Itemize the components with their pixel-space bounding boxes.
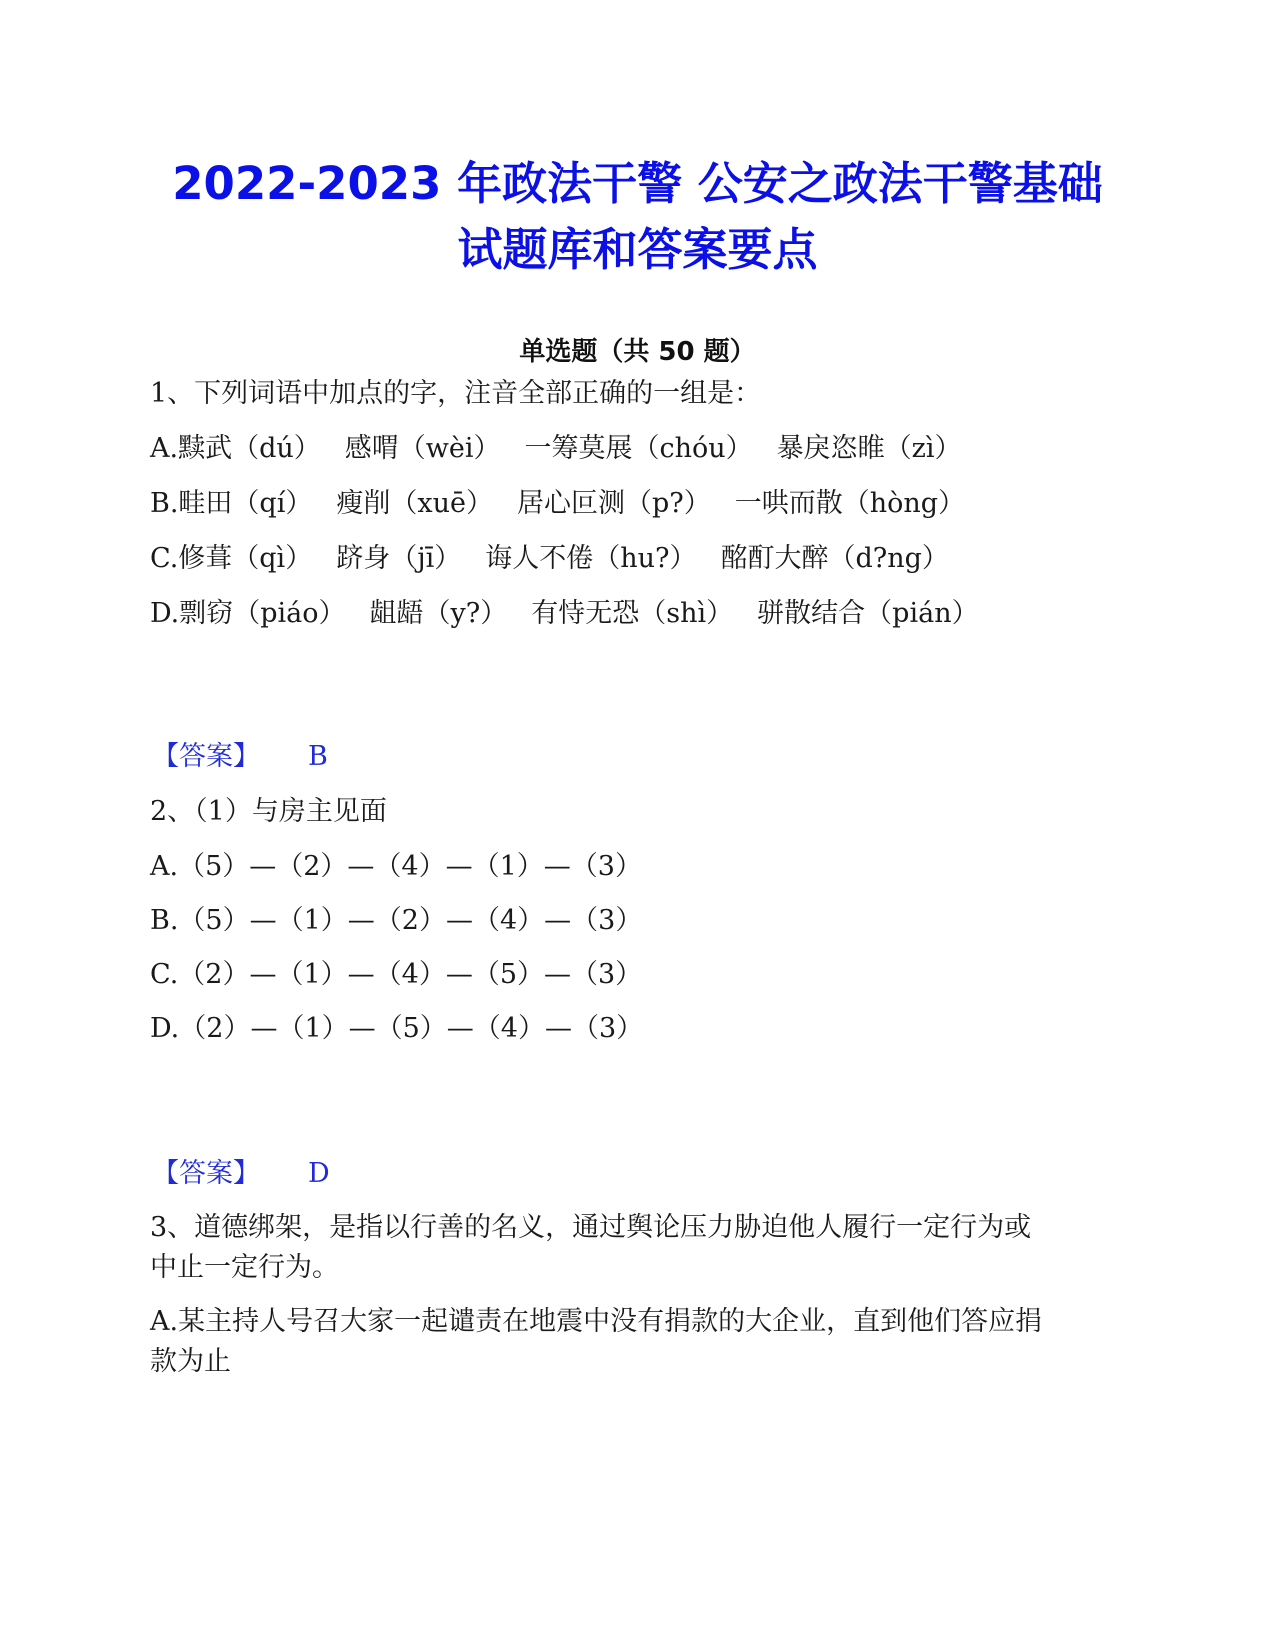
question-1-answer — [152, 738, 328, 776]
option-term: 暴戾恣睢（zì） — [776, 433, 962, 464]
option-term: 酩酊大醉（d?ng） — [720, 543, 949, 574]
question-2-option-b: B.（5）—（1）—（2）—（4）—（3） — [150, 905, 643, 936]
question-1-option-d — [150, 595, 979, 633]
section-heading: 单选题（共 50 题） — [519, 337, 756, 367]
answer-label: 【答案】 — [152, 741, 260, 772]
option-term: C.修葺（qì） — [150, 543, 313, 574]
option-term: 诲人不倦（hu?） — [485, 543, 697, 574]
question-3-stem-line-1: 3、道德绑架，是指以行善的名义，通过舆论压力胁迫他人履行一定行为或 — [150, 1212, 1032, 1243]
option-term: 骈散结合（pián） — [757, 598, 979, 629]
answer-value: B — [308, 741, 328, 772]
answer-value: D — [308, 1158, 330, 1189]
question-1-option-b — [150, 485, 965, 523]
option-term: 一筹莫展（chóu） — [524, 433, 753, 464]
option-term: B.畦田（qí） — [150, 488, 313, 519]
question-2-answer — [152, 1155, 330, 1193]
question-3-option-a-line-1: A.某主持人号召大家一起谴责在地震中没有捐款的大企业，直到他们答应捐 — [150, 1306, 1043, 1337]
question-3-option-a-line-2: 款为止 — [150, 1346, 231, 1377]
option-term: 瘦削（xuē） — [336, 488, 493, 519]
question-2-option-d: D.（2）—（1）—（5）—（4）—（3） — [150, 1013, 644, 1044]
question-2-option-a: A.（5）—（2）—（4）—（1）—（3） — [150, 851, 642, 882]
answer-label: 【答案】 — [152, 1158, 260, 1189]
question-1-stem: 1、下列词语中加点的字，注音全部正确的一组是： — [150, 378, 762, 409]
question-2-stem: 2、（1）与房主见面 — [150, 796, 387, 827]
document-title-line-2: 试题库和答案要点 — [457, 223, 818, 276]
question-1-option-a — [150, 430, 962, 468]
option-term: 龃龉（y?） — [369, 598, 508, 629]
option-term: D.剽窃（piáo） — [150, 598, 346, 629]
option-term: 感喟（wèi） — [344, 433, 501, 464]
question-3-stem-line-2: 中止一定行为。 — [150, 1252, 339, 1283]
question-2-option-c: C.（2）—（1）—（4）—（5）—（3） — [150, 959, 643, 990]
question-1-option-c — [150, 540, 949, 578]
document-title-line-1: 2022-2023 年政法干警 公安之政法干警基础 — [172, 157, 1103, 210]
option-term: 跻身（jī） — [336, 543, 462, 574]
option-term: 居心叵测（p?） — [516, 488, 711, 519]
option-term: 一哄而散（hòng） — [734, 488, 966, 519]
option-term: A.黩武（dú） — [150, 433, 321, 464]
option-term: 有恃无恐（shì） — [531, 598, 734, 629]
